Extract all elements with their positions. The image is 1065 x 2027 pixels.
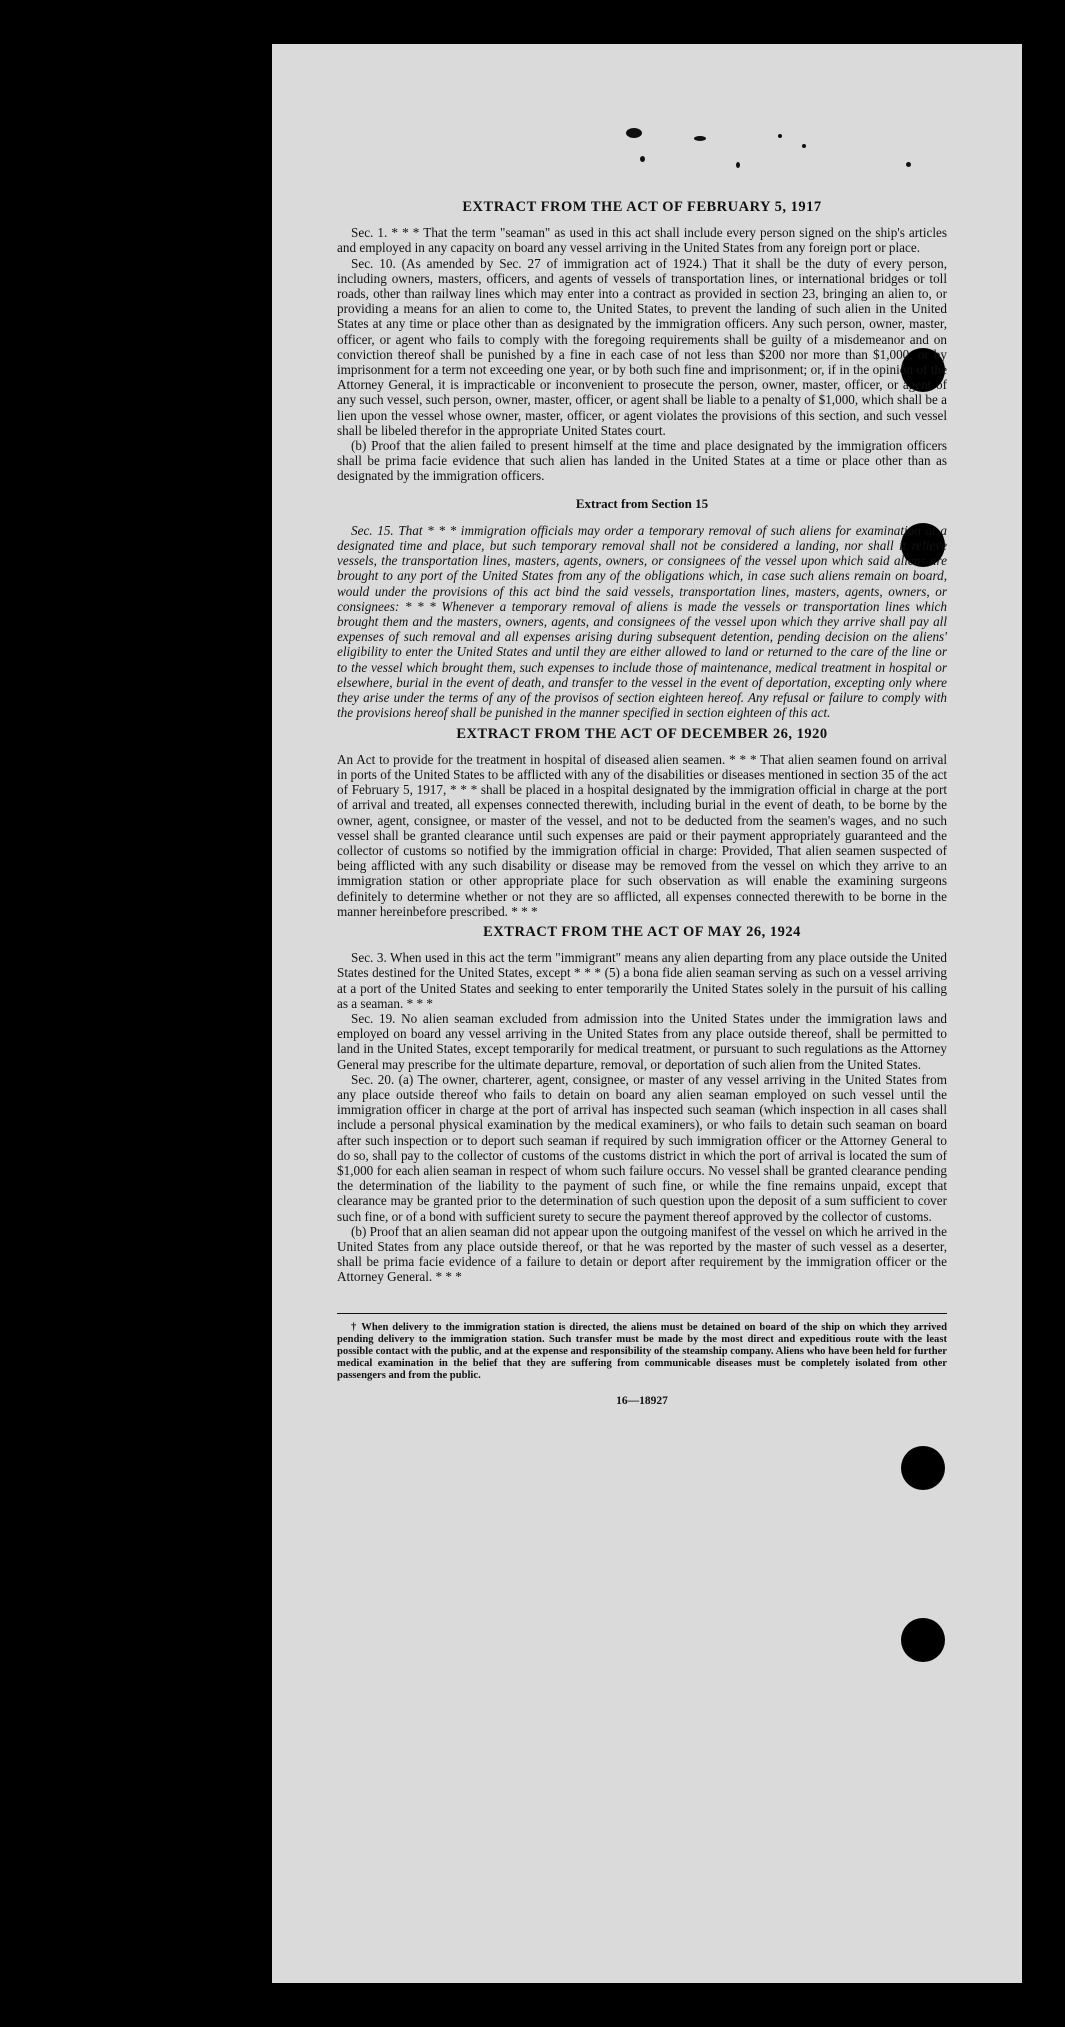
paragraph-sec-10b: (b) Proof that the alien failed to present himself at the time and place designated by the immigration officers shall be prima facie evidence that such alien has landed in the United States at a time or place other than as designated by the immigration officers.: [337, 438, 947, 484]
document-text: [337, 194, 947, 1409]
ink-speck: [906, 162, 911, 167]
paragraph-sec-3: Sec. 3. When used in this act the term "immigrant" means any alien departing from any place outside the United States destined for the United States, except * * * (5) a bona fide alien seaman serving as such on a vessel arriving at a port of the United States and seeking to enter temporarily the United States solely in the pursuit of his calling as a seaman. * * *: [337, 950, 947, 1011]
paragraph-sec-20a: Sec. 20. (a) The owner, charterer, agent, consignee, or master of any vessel arriving in the United States from any place outside thereof who fails to detain on board any alien seaman employed on such vessel until the immigration officer in charge at the port of arrival has inspected such seaman (which inspection in all cases shall include a personal physical examination by the medical examiners), or who fails to detain such seaman on board after such inspection or to deport such seaman if required by such immigration officer or the Attorney General to do so, shall pay to the collector of customs of the customs district in which the port of arrival is located the sum of $1,000 for each alien seaman in respect of whom such failure occurs. No vessel shall be granted clearance pending the determination of the liability to the payment of such fine, or while the fine remains unpaid, except that clearance may be granted prior to the determination of such question upon the deposit of a sum sufficient to cover such fine, or of a bond with sufficient surety to secure the payment thereof approved by the collector of customs.: [337, 1071, 947, 1224]
document-page: [272, 44, 1022, 1983]
ink-speck: [694, 136, 706, 141]
paragraph-sec-19: Sec. 19. No alien seaman excluded from admission into the United States under the immigration laws and employed on board any vessel arriving in the United States from any place outside thereof, shall be permitted to land in the United States, except temporarily for medical treatment, or pursuant to such regulations as the Attorney General may prescribe for the ultimate departure, removal, or deportation of such alien from the United States.: [337, 1010, 947, 1072]
ink-speck: [802, 144, 806, 148]
form-number: 16—18927: [616, 1394, 668, 1407]
ink-speck: [626, 128, 642, 138]
ink-speck: [778, 134, 782, 138]
punch-hole: [901, 1618, 945, 1662]
paragraph-sec-10: Sec. 10. (As amended by Sec. 27 of immigration act of 1924.) That it shall be the duty of every person, including owners, masters, officers, and agents of vessels of transportation lines, or international bridges or toll roads, other than railway lines which may enter into a contract as provided in section 23, bringing an alien to, or providing a means for an alien to come to, the United States, to prevent the landing of such alien in the United States at any time or place other than as designated by the immigration officers. Any such person, owner, master, officer, or agent who fails to comply with the foregoing requirements shall be guilty of a misdemeanor and on conviction thereof shall be punished by a fine in each case of not less than $200 nor more than $1,000, or by imprisonment for a term not exceeding one year, or by both such fine and imprisonment; or, if in the opinion of the Attorney General, it is impracticable or inconvenient to prosecute the person, owner, master, officer, or agent of any such vessel, such person, owner, master, officer, or agent shall be liable to a penalty of $1,000, which shall be a lien upon the vessel whose owner, master, officer, or agent violates the provisions of this section, and such vessel shall be libeled therefor in the appropriate United States court.: [337, 255, 947, 438]
paragraph-sec-20b: (b) Proof that an alien seaman did not appear upon the outgoing manifest of the vessel on which he arrived in the United States from any place outside thereof, or that he was reported by the master of such vessel as a deserter, shall be prima facie evidence of a failure to detain or deport after requirement by the immigration officer or the Attorney General. * * *: [337, 1223, 947, 1285]
paragraph-sec-15: Sec. 15. That * * * immigration officials may order a temporary removal of such aliens for examination at a designated time and place, but such temporary removal shall not be considered a landing, nor shall it relieve vessels, the transportation lines, masters, agents, owners, or consignees of the vessel upon which said aliens are brought to any port of the United States from any of the obligations which, in case such aliens remain on board, would under the provisions of this act bind the said vessels, transportation lines, masters, agents, owners, or consignees: * * * Whenever a temporary removal of aliens is made the vessels or transportation lines which brought them and the masters, owners, agents, and consignees of the vessel upon which they arrive shall pay all expenses of such removal and all expenses arising during subsequent detention, pending decision on the aliens' eligibility to enter the United States and until they are either allowed to land or returned to the care of the line or to the vessel which brought them, such expenses to include those of maintenance, medical treatment in hospital or elsewhere, burial in the event of death, and transfer to the vessel in the event of deportation, excepting only where they arise under the terms of any of the provisos of section eighteen hereof. Any refusal or failure to comply with the provisions hereof shall be punished in the manner specified in section eighteen of this act.: [337, 522, 947, 721]
punch-hole: [901, 1446, 945, 1490]
footnote: † When delivery to the immigration station is directed, the aliens must be detained on board of the ship on which they arrived pending delivery to the immigration station. Such transfer must be made by the most direct and expeditious route with the least possible contact with the public, and at the expense and responsibility of the steamship company. Aliens who have been held for further medical examination in the belief that they are suffering from communicable diseases must be completely isolated from other passengers and from the public.: [337, 1321, 947, 1381]
footnote-divider: [337, 1313, 947, 1314]
paragraph-act-1920: An Act to provide for the treatment in hospital of diseased alien seamen. * * * That alien seamen found on arrival in ports of the United States to be afflicted with any of the disabilities or diseases mentioned in section 35 of the act of February 5, 1917, * * * shall be placed in a hospital designated by the immigration official in charge at the port of arrival and treated, all expenses connected therewith, including burial in the event of death, to be borne by the owner, agent, consignee, or master of the vessel, and not to be deducted from the seamen's wages, and no such vessel shall be granted clearance until such expenses are paid or their payment appropriately guaranteed and the collector of customs so notified by the immigration official in charge: Provided, That alien seamen suspected of being afflicted with any such disability or disease may be removed from the vessel on which they arrive to an immigration station or other appropriate place for such observation as will enable the examining surgeons definitely to determine whether or not they are so afflicted, all expenses connected therewith to be borne in the manner hereinbefore prescribed. * * *: [337, 751, 947, 919]
heading-section-15: Extract from Section 15: [575, 495, 709, 511]
heading-act-1924: EXTRACT FROM THE ACT OF MAY 26, 1924: [483, 923, 801, 940]
ink-speck: [640, 156, 645, 162]
heading-act-1920: EXTRACT FROM THE ACT OF DECEMBER 26, 1920: [456, 725, 828, 742]
paragraph-sec-1: Sec. 1. * * * That the term "seaman" as used in this act shall include every person signed on the ship's articles and employed in any capacity on board any vessel arriving in the United States from any foreign port or place.: [337, 225, 947, 256]
heading-act-1917: EXTRACT FROM THE ACT OF FEBRUARY 5, 1917: [462, 199, 822, 215]
ink-speck: [736, 162, 740, 168]
